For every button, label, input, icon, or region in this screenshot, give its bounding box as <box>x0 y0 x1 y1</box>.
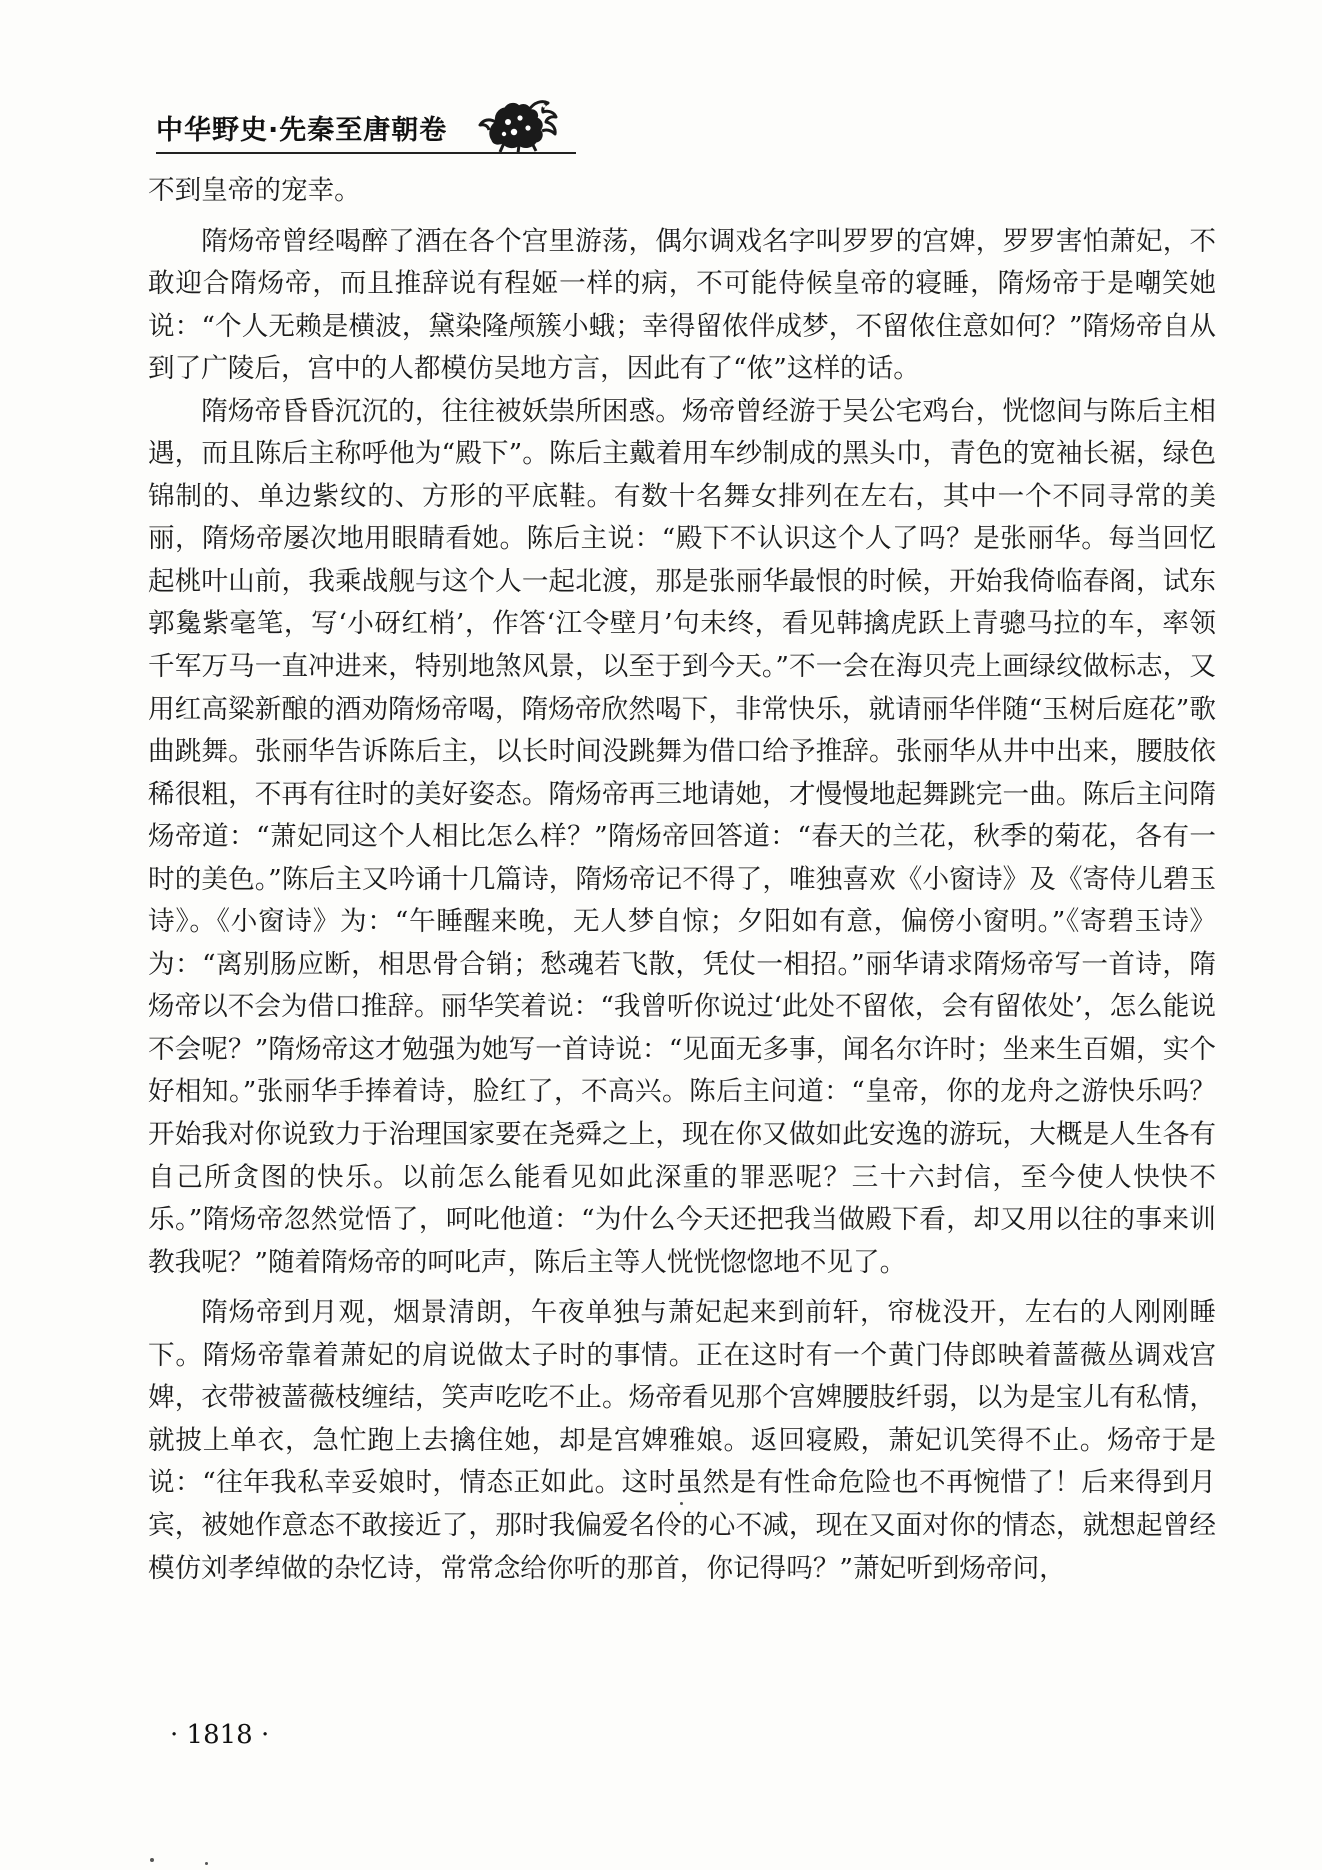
scan-speck <box>150 1858 154 1862</box>
header-title: 中华野史·先秦至唐朝卷 <box>156 115 448 146</box>
scan-speck <box>680 1502 683 1505</box>
body-text <box>148 170 1216 1590</box>
paragraph: 隋炀帝曾经喝醉了酒在各个宫里游荡，偶尔调戏名字叫罗罗的宫婢，罗罗害怕萧妃，不敢迎合隋炀帝，而且推辞说有程姬一样的病，不可能侍候皇帝的寝睡，隋炀帝于是嘲笑她说：“个人无赖是横波，黛染隆颅簇小蛾；幸得留侬伴成梦，不留侬住意如何？”隋炀帝自从到了广陵后，宫中的人都模仿吴地方言，因此有了“侬”这样的话。 <box>148 225 1216 385</box>
scan-speck <box>205 1862 208 1865</box>
page-number: · 1818 · <box>170 1720 270 1750</box>
running-header <box>156 98 576 156</box>
paragraph: 隋炀帝到月观，烟景清朗，午夜单独与萧妃起来到前轩，帘栊没开，左右的人刚刚睡下。隋炀帝靠着萧妃的肩说做太子时的事情。正在这时有一个黄门侍郎映着蔷薇丛调戏宫婢，衣带被蔷薇枝缠结，笑声吃吃不止。炀帝看见那个宫婢腰肢纤弱，以为是宝儿有私情，就披上单衣，急忙跑上去擒住她，却是宫婢雅娘。返回寝殿，萧妃讥笑得不止。炀帝于是说：“往年我私幸妥娘时，情态正如此。这时虽然是有性命危险也不再惋惜了！后来得到月宾，被她作意态不敢接近了，那时我偏爱名伶的心不减，现在又面对你的情态，就想起曾经模仿刘孝绰做的杂忆诗，常常念给你听的那首，你记得吗？”萧妃听到炀帝问， <box>148 1297 1216 1584</box>
paragraph: 隋炀帝昏昏沉沉的，往往被妖祟所困惑。炀帝曾经游于吴公宅鸡台，恍惚间与陈后主相遇，而且陈后主称呼他为“殿下”。陈后主戴着用车纱制成的黑头巾，青色的宽袖长裾，绿色锦制的、单边紫纹的、方形的平底鞋。有数十名舞女排列在左右，其中一个不同寻常的美丽，隋炀帝屡次地用眼睛看她。陈后主说：“殿下不认识这个人了吗？是张丽华。每当回忆起桃叶山前，我乘战舰与这个人一起北渡，那是张丽华最恨的时候，开始我倚临春阁，试东郭毚紫毫笔，写‘小砑红梢’，作答‘江令壁月’句未终，看见韩擒虎跃上青骢马拉的车，率领千军万马一直冲进来，特别地煞风景，以至于到今天。”不一会在海贝壳上画绿纹做标志，又用红高粱新酿的酒劝隋炀帝喝，隋炀帝欣然喝下，非常快乐，就请丽华伴随“玉树后庭花”歌曲跳舞。张丽华告诉陈后主，以长时间没跳舞为借口给予推辞。张丽华从井中出来，腰肢依稀很粗，不再有往时的美好姿态。隋炀帝再三地请她，才慢慢地起舞跳完一曲。陈后主问隋炀帝道：“萧妃同这个人相比怎么样？”隋炀帝回答道：“春天的兰花，秋季的菊花，各有一时的美色。”陈后主又吟诵十几篇诗，隋炀帝记不得了，唯独喜欢《小窗诗》及《寄侍儿碧玉诗》。《小窗诗》为：“午睡醒来晚，无人梦自惊；夕阳如有意，偏傍小窗明。”《寄碧玉诗》为：“离别肠应断，相思骨合销；愁魂若飞散，凭仗一相招。”丽华请求隋炀帝写一首诗，隋炀帝以不会为借口推辞。丽华笑着说：“我曾听你说过‘此处不留侬，会有留侬处’，怎么能说不会呢？”隋炀帝这才勉强为她写一首诗说：“见面无多事，闻名尔许时；坐来生百媚，实个好相知。”张丽华手捧着诗，脸红了，不高兴。陈后主问道：“皇帝，你的龙舟之游快乐吗？开始我对你说致力于治理国家要在尧舜之上，现在你又做如此安逸的游玩，大概是人生各有自己所贪图的快乐。以前怎么能看见如此深重的罪恶呢？三十六封信，至今使人快快不乐。”隋炀帝忽然觉悟了，呵叱他道：“为什么今天还把我当做殿下看，却又用以往的事来训教我呢？”随着隋炀帝的呵叱声，陈后主等人恍恍惚惚地不见了。 <box>148 395 1216 1278</box>
paragraph-continued: 不到皇帝的宠幸。 <box>148 175 361 206</box>
header-rule <box>156 152 576 154</box>
dragon-emblem-icon <box>474 94 574 154</box>
